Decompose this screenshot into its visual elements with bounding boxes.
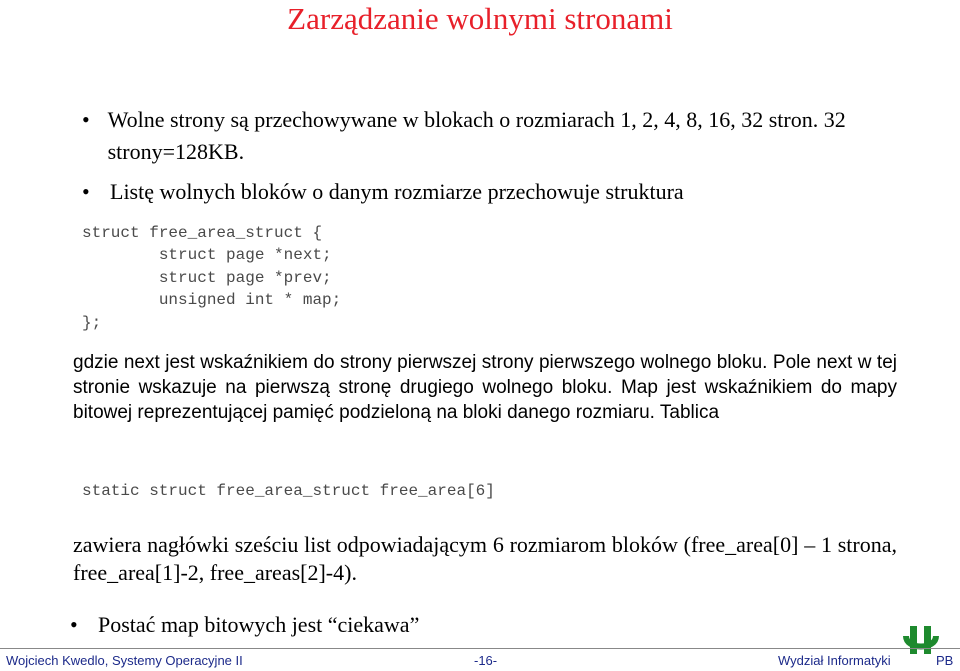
bullet-item-3 (70, 609, 900, 641)
code-free-area-declaration: static struct free_area_struct free_area[6] (82, 482, 495, 500)
footer-author: Wojciech Kwedlo, Systemy Operacyjne II (6, 653, 243, 668)
paragraph-description: gdzie next jest wskaźnikiem do strony pierwszej strony pierwszego wolnego bloku. Pole next w tej stronie wskazuje na pierwszą stronę drugiego wolnego bloku. Map jest wskaźnikiem do mapy bitowej reprezentującej pamięć podzieloną na bloki danego rozmiaru. Tablica (73, 352, 897, 423)
bullet-item-1 (82, 104, 912, 168)
footer-logo-text: PB (936, 653, 954, 668)
bullet-text-2: Listę wolnych bloków o danym rozmiarze przechowuje struktura (110, 179, 684, 204)
bullet-dot: • (82, 179, 90, 204)
code-struct-definition: struct free_area_struct { struct page *next; struct page *prev; unsigned int * map; }; (82, 224, 342, 332)
bullet-dot: • (70, 612, 78, 637)
footer-department: Wydział Informatyki (778, 653, 891, 668)
bullet-text-1: Wolne strony są przechowywane w blokach o rozmiarach 1, 2, 4, 8, 16, 32 stron. 32 strony=128KB. (107, 107, 846, 164)
slide-title: Zarządzanie wolnymi stronami (287, 1, 673, 36)
bullet-item-2 (82, 176, 912, 208)
paragraph-headers: zawiera nagłówki sześciu list odpowiadającym 6 rozmiarom bloków (free_area[0] – 1 strona, free_area[1]-2, free_areas[2]-4). (73, 532, 897, 585)
footer-page-number: -16- (474, 653, 498, 668)
bullet-dot: • (82, 107, 90, 132)
bullet-text-3: Postać map bitowych jest “ciekawa” (98, 612, 420, 637)
footer (0, 648, 960, 671)
